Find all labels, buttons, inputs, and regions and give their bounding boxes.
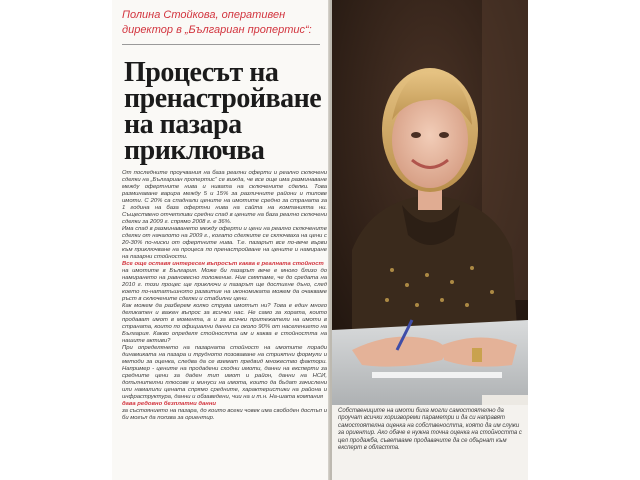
body-paragraph-3: на имотите в България. Може би пазарът вече е много близо до намирането на равновесно положение. Ние смятаме, че до средата на 2010 г. този процес ще приключи и пазарът ще достигне дъно, след което по-нататъшното развитие на икономиката можем да очакваме ръст в сключените сделки и стабилни цени. — [122, 268, 327, 302]
subheading-2: дава редовно безплатни данни — [122, 401, 216, 407]
headline-line-3: на пазара — [124, 109, 242, 140]
magazine-spread — [112, 0, 528, 480]
article-kicker: Полина Стойкова, оперативен директор в „Българиан пропертис“: — [122, 9, 312, 36]
body-paragraph-2: Има спад в разминаването между оферти и цени на реално сключените сделки от началото на 2009 г., когато сделките се сключваха на цени с 20-30% по-ниски от офертните нива. Т.е. пазарът все по-вече върви към приключване на процеса по пренастройване на цените и намиране на пазарни стойности. — [122, 226, 327, 260]
portrait-photo — [332, 0, 528, 405]
subheading-1: Все още оставя интересен въпросът каква е реалната стойност — [122, 261, 324, 267]
photo-caption: Собствениците на имоти биха могли самостоятелно да проучат всички хоризвореми параметри и да си направят самостоятелна оценка на собствеността, която да им служи за ориентир. Ако обаче е нужна точна оценка на стойността с цел продажба, съветваме продавачите да се обърнат към експерт в областта. — [338, 408, 522, 452]
body-paragraph-5: При определянето на пазарната стойност на имотите поради динамиката на пазара и трудното позоваване на стриктни формули и методи за оценка, следва да се вземат предвид множество фактори. Например - цените на продадени сходни имоти, данни на експерти за средните цени за даден тип имот и район, данни на НСИ, допълнителни плюсове и минуси на имота, които да бъдат зачислени или намалили цената спрямо средните, характеристики на района и инфраструктура, данни и обзаведени, чии на и т.н. На-шата компания — [122, 345, 327, 400]
portrait-image — [332, 0, 528, 405]
divider — [122, 44, 320, 45]
headline-line-4: приключва — [124, 135, 265, 166]
right-page — [332, 0, 528, 480]
body-paragraph-1: От последните проучвания на база реални оферти и реално сключени сделки на „Българиан пропертис“ се вижда, че все още има разминаване между офертните нива и нивата на сключените сделки. Това разминаване варира между 5 и 15% за различните райони и типове имоти. С 20% са спаднали цените на имотите средно за страната за 1 година на база офертни нива на сайта на компанията ни. Съществено отчетливи средни спад в цените на база реално сключени сделки за 2009 г. спрямо 2008 г. е 36%. — [122, 170, 327, 225]
article-headline — [124, 57, 324, 166]
headline-line-2: пренастройване — [124, 83, 322, 114]
headline-line-1: Процесът на — [124, 57, 279, 88]
body-paragraph-6: за състоянието на пазара, до които всеки човек има свободен достъп и би могъл да ползва за ориентир. — [122, 408, 327, 421]
article-body — [122, 170, 327, 422]
body-paragraph-4: Как можем да разберем колко струва имотът ни? Това е един много деликатен и важен въпрос за всички нас. Не само за хората, които продават имот в момента, а и за всички притежатели на имоти в страната, които по официални данни са около 90% от населението на България. Какво определя стойността им и каква е стойността на нашите активи? — [122, 303, 327, 344]
left-page — [112, 0, 330, 480]
